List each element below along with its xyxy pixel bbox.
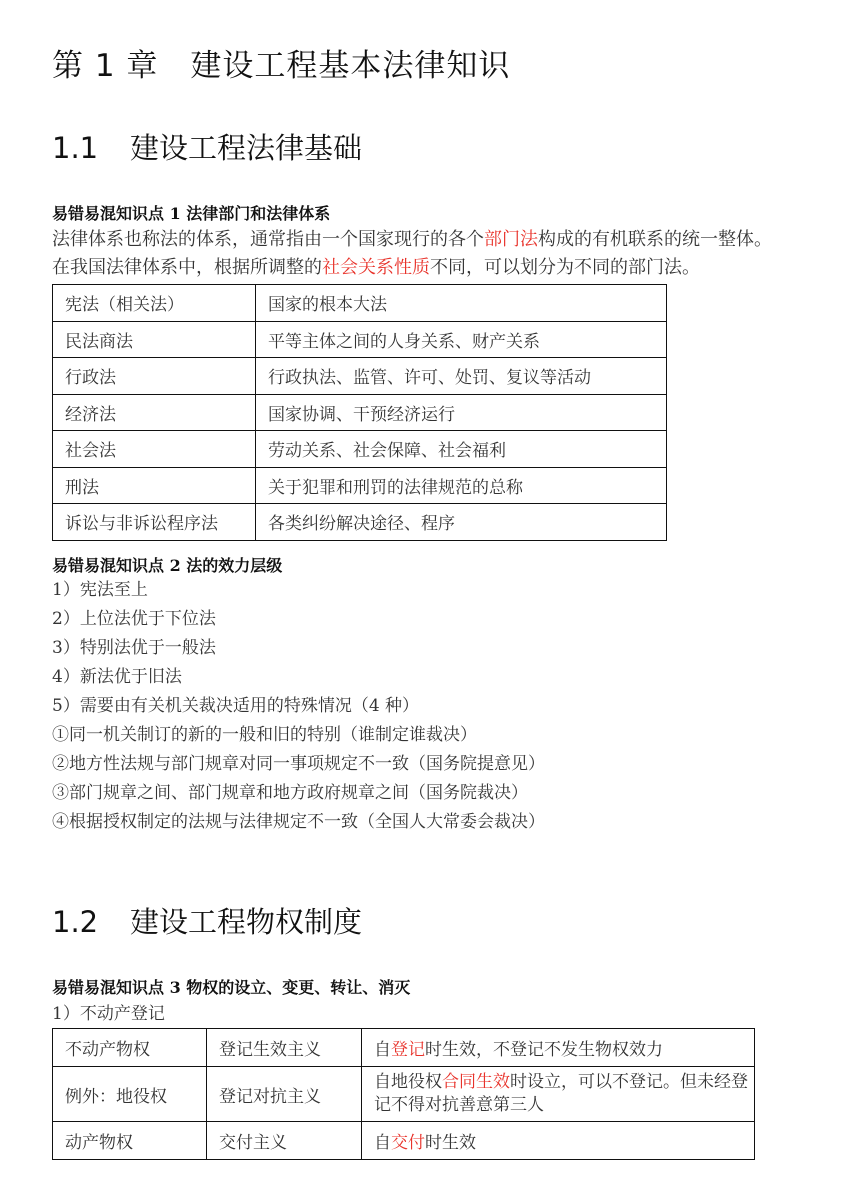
highlight-text: 社会关系性质 (322, 257, 430, 278)
knowledge-point-3-heading: 易错易混知识点 3 物权的设立、变更、转让、消灭 (52, 978, 411, 997)
chapter-title: 第 1 章 建设工程基本法律知识 (52, 48, 511, 84)
table-row (53, 504, 667, 541)
list-item: ④根据授权制定的法规与法律规定不一致（全国人大常委会裁决） (52, 812, 545, 832)
table-row (53, 1122, 755, 1160)
table-row (53, 394, 667, 431)
table-cell-rule (362, 1067, 755, 1122)
law-department-table (52, 284, 667, 541)
table-cell-rule (362, 1122, 755, 1160)
text: 自 (374, 1040, 391, 1060)
text: 时生效 (425, 1133, 476, 1153)
table-cell-desc: 劳动关系、社会保障、社会福利 (256, 431, 667, 468)
text: 在我国法律体系中，根据所调整的 (52, 257, 322, 278)
table-cell-desc: 平等主体之间的人身关系、财产关系 (256, 321, 667, 358)
table-cell-principle: 登记对抗主义 (207, 1067, 362, 1122)
text: 不同，可以划分为不同的部门法。 (430, 257, 700, 278)
list-item: 1）宪法至上 (52, 580, 148, 600)
list-item: 3）特别法优于一般法 (52, 638, 216, 658)
text: 法律体系也称法的体系，通常指由一个国家现行的各个 (52, 229, 484, 250)
list-item: ①同一机关制订的新的一般和旧的特别（谁制定谁裁决） (52, 725, 477, 745)
table-cell-rule (362, 1029, 755, 1067)
table-row (53, 467, 667, 504)
table-cell-principle: 交付主义 (207, 1122, 362, 1160)
table-row (53, 1067, 755, 1122)
text: 自地役权 (374, 1072, 442, 1092)
text: 时设立，可以不登记。但未经登记不得对抗善意第三人 (374, 1072, 748, 1115)
list-item: 4）新法优于旧法 (52, 667, 182, 687)
section-number: 1.2 (52, 905, 99, 939)
list-item: 5）需要由有关机关裁决适用的特殊情况（4 种） (52, 696, 420, 716)
table-cell-desc: 国家的根本大法 (256, 285, 667, 322)
highlight-text: 登记 (391, 1040, 425, 1060)
table-cell-dept: 行政法 (53, 358, 256, 395)
knowledge-point-1-heading: 易错易混知识点 1 法律部门和法律体系 (52, 204, 331, 223)
table-cell-type: 例外：地役权 (53, 1067, 207, 1122)
list-item: ②地方性法规与部门规章对同一事项规定不一致（国务院提意见） (52, 754, 545, 774)
text: 时生效，不登记不发生物权效力 (425, 1040, 663, 1060)
section-title-1-1 (52, 126, 362, 167)
table-cell-desc: 关于犯罪和刑罚的法律规范的总称 (256, 467, 667, 504)
table-cell-dept: 经济法 (53, 394, 256, 431)
table-cell-dept: 刑法 (53, 467, 256, 504)
highlight-text: 合同生效 (442, 1072, 510, 1092)
table-cell-desc: 行政执法、监管、许可、处罚、复议等活动 (256, 358, 667, 395)
table-cell-desc: 国家协调、干预经济运行 (256, 394, 667, 431)
table-cell-desc: 各类纠纷解决途径、程序 (256, 504, 667, 541)
highlight-text: 交付 (391, 1133, 425, 1153)
section-title-1-2 (52, 900, 362, 941)
highlight-text: 部门法 (484, 229, 538, 250)
text: 构成的有机联系的统一整体。 (538, 229, 772, 250)
section-number: 1.1 (52, 131, 99, 165)
table-cell-dept: 社会法 (53, 431, 256, 468)
table-row (53, 321, 667, 358)
paragraph-legal-system (52, 228, 772, 252)
property-rights-table (52, 1028, 755, 1160)
table-row (53, 431, 667, 468)
table-cell-dept: 民法商法 (53, 321, 256, 358)
table-cell-type: 动产物权 (53, 1122, 207, 1160)
section-title-text: 建设工程法律基础 (130, 131, 363, 165)
paragraph-legal-departments (52, 256, 700, 280)
list-item: 2）上位法优于下位法 (52, 609, 216, 629)
table-cell-principle: 登记生效主义 (207, 1029, 362, 1067)
table-cell-type: 不动产物权 (53, 1029, 207, 1067)
section-title-text: 建设工程物权制度 (130, 905, 363, 939)
subheading: 1）不动产登记 (52, 1004, 165, 1024)
table-cell-dept: 诉讼与非诉讼程序法 (53, 504, 256, 541)
table-row (53, 285, 667, 322)
text: 自 (374, 1133, 391, 1153)
knowledge-point-2-heading: 易错易混知识点 2 法的效力层级 (52, 556, 283, 575)
list-item: ③部门规章之间、部门规章和地方政府规章之间（国务院裁决） (52, 783, 528, 803)
table-row (53, 358, 667, 395)
table-row (53, 1029, 755, 1067)
table-cell-dept: 宪法（相关法） (53, 285, 256, 322)
